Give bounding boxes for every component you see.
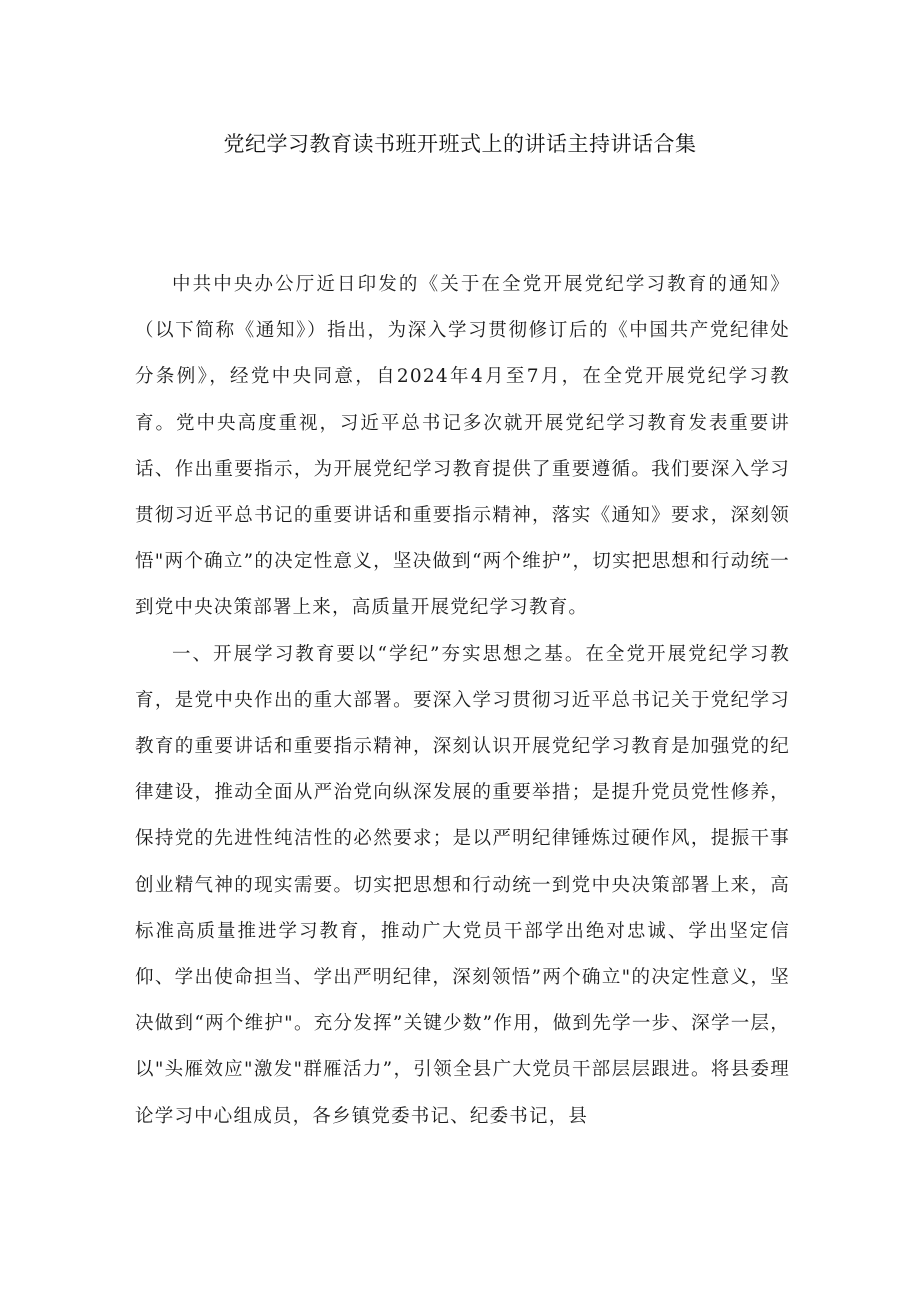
document-title: 党纪学习教育读书班开班式上的讲话主持讲话合集 (223, 132, 697, 156)
document-body (135, 262, 790, 1140)
paragraph-section-one: 一、开展学习教育要以“学纪”夯实思想之基。在全党开展党纪学习教育，是党中央作出的重大部署。要深入学习贯彻习近平总书记关于党纪学习教育的重要讲话和重要指示精神，深刻认识开展党纪学习教育是加强党的纪律建设，推动全面从严治党向纵深发展的重要举措；是提升党员党性修养，保持党的先进性纯洁性的必然要求；是以严明纪律锤炼过硬作风，提振干事创业精气神的现实需要。切实把思想和行动统一到党中央决策部署上来，高标准高质量推进学习教育，推动广大党员干部学出绝对忠诚、学出坚定信仰、学出使命担当、学出严明纪律，深刻领悟”两个确立"的决定性意义，坚决做到“两个维护"。充分发挥”关键少数”作用，做到先学一步、深学一层，以"头雁效应"激发"群雁活力”，引领全县广大党员干部层层跟进。将县委理论学习中心组成员，各乡镇党委书记、纪委书记，县 (135, 643, 790, 1127)
paragraph-intro: 中共中央办公厅近日印发的《关于在全党开展党纪学习教育的通知》（以下简称《通知》）指出，为深入学习贯彻修订后的《中国共产党纪律处分条例》，经党中央同意，自2024年4月至7月，在全党开展党纪学习教育。党中央高度重视，习近平总书记多次就开展党纪学习教育发表重要讲话、作出重要指示，为开展党纪学习教育提供了重要遵循。我们要深入学习贯彻习近平总书记的重要讲话和重要指示精神，落实《通知》要求，深刻领悟"两个确立”的决定性意义，坚决做到“两个维护”，切实把思想和行动统一到党中央决策部署上来，高质量开展党纪学习教育。 (135, 274, 790, 619)
